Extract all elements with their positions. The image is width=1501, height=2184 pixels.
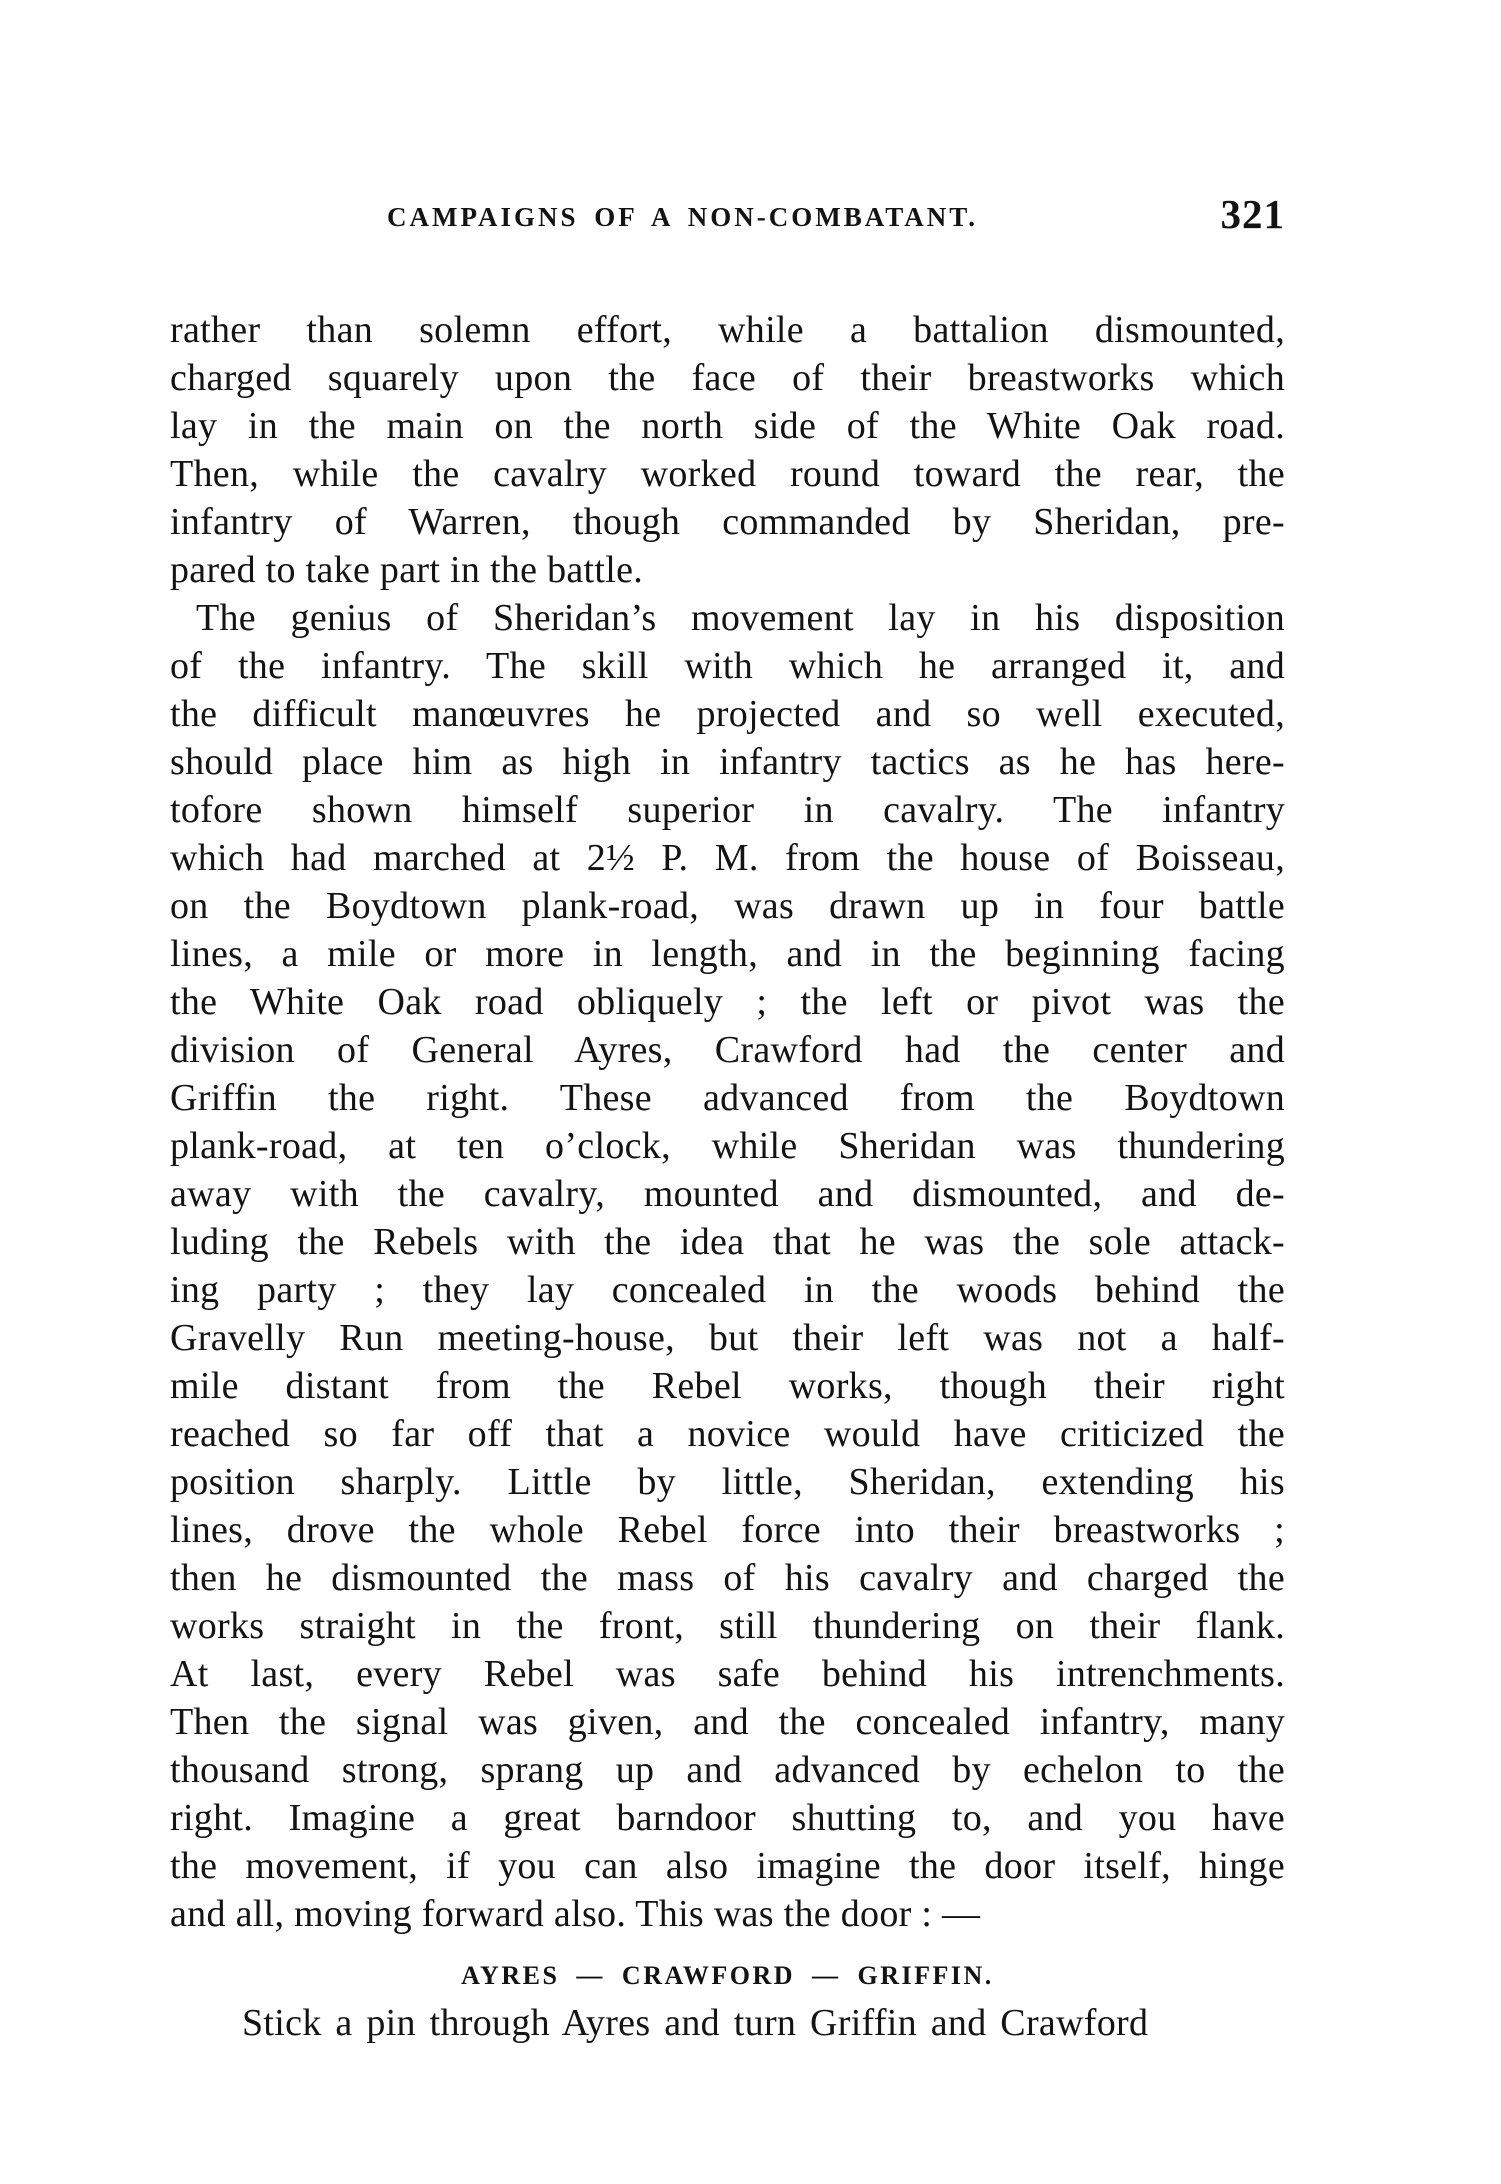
text-line: Then the signal was given, and the concealed infantry, many <box>170 1701 1285 1743</box>
text-line: ing party ; they lay concealed in the woods behind the <box>170 1269 1285 1311</box>
text-line: of the infantry. The skill with which he arranged it, and <box>170 645 1285 687</box>
text-line: and all, moving forward also. This was the door : — <box>170 1893 981 1935</box>
closing-line: Stick a pin through Ayres and turn Griffin and Crawford <box>242 2002 1149 2044</box>
text-line: infantry of Warren, though commanded by Sheridan, pre- <box>170 501 1285 543</box>
text-line: lines, a mile or more in length, and in the beginning facing <box>170 933 1285 975</box>
text-line: The genius of Sheridan’s movement lay in his disposition <box>196 597 1285 639</box>
text-line: then he dismounted the mass of his cavalry and charged the <box>170 1557 1285 1599</box>
text-line: which had marched at 2½ P. M. from the house of Boisseau, <box>170 837 1285 879</box>
text-line: lay in the main on the north side of the White Oak road. <box>170 405 1285 447</box>
text-line: the movement, if you can also imagine the door itself, hinge <box>170 1845 1285 1887</box>
text-line: rather than solemn effort, while a battalion dismounted, <box>170 309 1285 351</box>
text-line: the White Oak road obliquely ; the left or pivot was the <box>170 981 1285 1023</box>
running-head <box>170 191 1285 248</box>
body-text <box>170 306 1285 2048</box>
text-line: At last, every Rebel was safe behind his intrenchments. <box>170 1653 1285 1695</box>
text-line: works straight in the front, still thundering on their flank. <box>170 1605 1285 1647</box>
text-line: away with the cavalry, mounted and dismounted, and de- <box>170 1173 1285 1215</box>
text-line: right. Imagine a great barndoor shutting to, and you have <box>170 1797 1285 1839</box>
text-line: Gravelly Run meeting-house, but their left was not a half- <box>170 1317 1285 1359</box>
text-line: division of General Ayres, Crawford had the center and <box>170 1029 1285 1071</box>
text-line: the difficult manœuvres he projected and so well executed, <box>170 693 1285 735</box>
text-line: thousand strong, sprang up and advanced by echelon to the <box>170 1749 1285 1791</box>
text-line: on the Boydtown plank-road, was drawn up in four battle <box>170 885 1285 927</box>
text-line: lines, drove the whole Rebel force into their breastworks ; <box>170 1509 1285 1551</box>
page-header-title: CAMPAIGNS OF A NON-COMBATANT. <box>387 202 978 232</box>
text-line: should place him as high in infantry tactics as he has here- <box>170 741 1285 783</box>
text-line: charged squarely upon the face of their breastworks which <box>170 357 1285 399</box>
text-line: reached so far off that a novice would have criticized the <box>170 1413 1285 1455</box>
page-number: 321 <box>1220 191 1285 237</box>
text-line: luding the Rebels with the idea that he was the sole attack- <box>170 1221 1285 1263</box>
text-line: mile distant from the Rebel works, though their right <box>170 1365 1285 1407</box>
text-line: tofore shown himself superior in cavalry. The infantry <box>170 789 1285 831</box>
text-line: plank-road, at ten o’clock, while Sheridan was thundering <box>170 1125 1285 1167</box>
text-line: Then, while the cavalry worked round toward the rear, the <box>170 453 1285 495</box>
formation-label-line: AYRES — CRAWFORD — GRIFFIN. <box>461 1961 994 1990</box>
text-line: Griffin the right. These advanced from the Boydtown <box>170 1077 1285 1119</box>
text-line: position sharply. Little by little, Sheridan, extending his <box>170 1461 1285 1503</box>
text-line: pared to take part in the battle. <box>170 549 644 591</box>
